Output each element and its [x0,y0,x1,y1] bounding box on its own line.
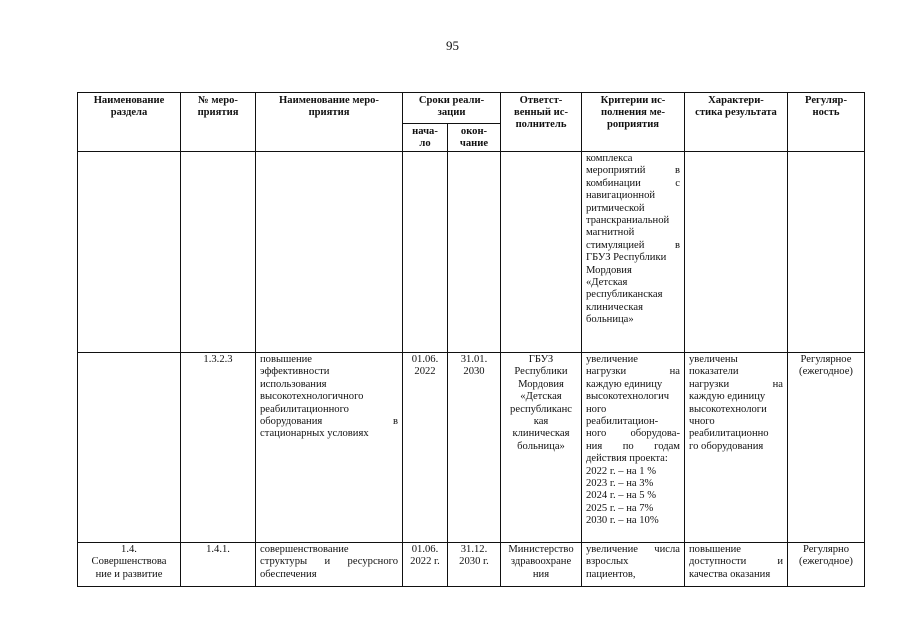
table-row [78,353,865,543]
cell-measure [256,152,403,353]
header-end: окон- чание [448,124,501,152]
header-terms: Сроки реали- зации [403,93,501,124]
table-row [78,543,865,587]
document-table [77,92,865,587]
cell-end: 31.01. 2030 [448,353,501,543]
cell-result: повышение доступности и качества оказания [685,543,788,587]
cell-result: увеличены показатели нагрузки на каждую единицу высокотехнологи чного реабилитационно го оборудования [685,353,788,543]
header-executor: Ответст- венный ис- полнитель [501,93,582,152]
cell-regularity: Регулярно (ежегодное) [788,543,865,587]
cell-criteria: увеличение числа взрослых пациентов, [582,543,685,587]
table-row [78,152,865,353]
header-result: Характери- стика результата [685,93,788,152]
header-measure: Наименование меро- приятия [256,93,403,152]
cell-number: 1.3.2.3 [181,353,256,543]
cell-section [78,152,181,353]
header-start: нача- ло [403,124,448,152]
cell-regularity: Регулярное (ежегодное) [788,353,865,543]
header-section: Наименование раздела [78,93,181,152]
cell-executor [501,152,582,353]
header-number: № меро- приятия [181,93,256,152]
header-criteria: Критерии ис- полнения ме- роприятия [582,93,685,152]
cell-start: 01.06. 2022 г. [403,543,448,587]
page-number: 95 [446,38,459,53]
cell-start [403,152,448,353]
cell-start: 01.06. 2022 [403,353,448,543]
cell-criteria: увеличение нагрузки на каждую единицу высокотехнологич ного реабилитацион- ного оборудова- ния по годам действия проекта: 2022 г. – на 1 % 2023 г. – на 3% 2024 г. – на 5 % 2025 г. – на 7% 2030 г. – на 10% [582,353,685,543]
cell-end: 31.12. 2030 г. [448,543,501,587]
cell-end [448,152,501,353]
cell-measure: повышение эффективности использования высокотехнологичного реабилитационного оборудования в стационарных условиях [256,353,403,543]
header-regularity: Регуляр- ность [788,93,865,152]
cell-section: 1.4. Совершенствова ние и развитие [78,543,181,587]
cell-result [685,152,788,353]
cell-regularity [788,152,865,353]
cell-executor: Министерство здравоохране ния [501,543,582,587]
cell-number [181,152,256,353]
cell-number: 1.4.1. [181,543,256,587]
cell-executor: ГБУЗ Республики Мордовия «Детская республиканс кая клиническая больница» [501,353,582,543]
cell-measure: совершенствование структуры и ресурсного обеспечения [256,543,403,587]
cell-criteria: комплекса мероприятий в комбинации с навигационной ритмической транскраниальной магнитной стимуляцией в ГБУЗ Республики Мордовия «Детская республиканская клиническая больница» [582,152,685,353]
cell-section [78,353,181,543]
